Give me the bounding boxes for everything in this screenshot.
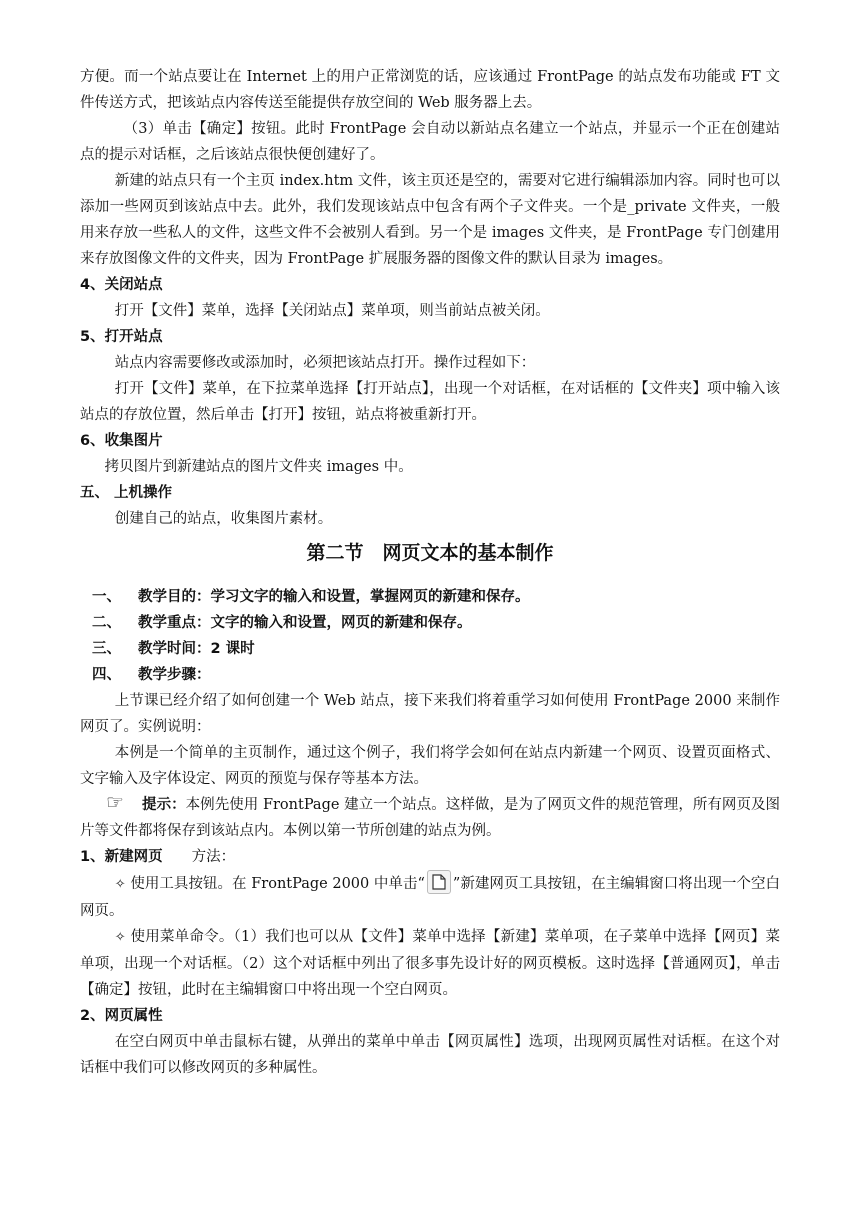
- paragraph-intro: 上节课已经介绍了如何创建一个 Web 站点，接下来我们将着重学习如何使用 FrontPage 2000 来制作网页了。实例说明：: [80, 693, 780, 735]
- paragraph-open-site-1: 站点内容需要修改或添加时，必须把该站点打开。操作过程如下：: [114, 355, 536, 371]
- paragraph-example: 本例是一个简单的主页制作，通过这个例子，我们将学会如何在站点内新建一个网页、设置页面格式、文字输入及字体设定、网页的预览与保存等基本方法。: [80, 745, 780, 787]
- chapter-title: 第二节 网页文本的基本制作: [306, 542, 554, 564]
- objective-item: [80, 636, 780, 662]
- method-label: 方法：: [191, 849, 236, 865]
- heading-close-site: 4、关闭站点: [80, 277, 163, 293]
- paragraph-page-properties: 在空白网页中单击鼠标右键，从弹出的菜单中单击【网页属性】选项，出现网页属性对话框。在这个对话框中我们可以修改网页的多种属性。: [80, 1034, 780, 1076]
- new-page-icon[interactable]: [427, 870, 451, 894]
- paragraph-open-site-2: 打开【文件】菜单，在下拉菜单选择【打开站点】，出现一个对话框，在对话框的【文件夹】项中输入该站点的存放位置，然后单击【打开】按钮，站点将被重新打开。: [80, 381, 780, 423]
- heading-page-properties: 2、网页属性: [80, 1008, 163, 1024]
- objective-text: 教学步骤：: [138, 667, 211, 683]
- objective-text: 教学时间：2 课时: [138, 641, 255, 657]
- bullet-toolbar-text-b: ”新建网页工具按钮，在主编辑窗口将出现一个空白网页。: [80, 876, 780, 919]
- heading-open-site: 5、打开站点: [80, 329, 163, 345]
- heading-practice: 五、 上机操作: [80, 485, 173, 501]
- objective-number: 一、: [92, 589, 121, 605]
- paragraph-site-contents: 新建的站点只有一个主页 index.htm 文件，该主页还是空的，需要对它进行编辑添加内容。同时也可以添加一些网页到该站点中去。此外，我们发现该站点中包含有两个子文件夹。一个是_private 文件夹，一般用来存放一些私人的文件，这些文件不会被别人看到。另一个是 images 文件夹，是 FrontPage 专门创建用来存放图像文件的文件夹，因为 FrontPage 扩展服务器的图像文件的默认目录为 images。: [80, 173, 780, 267]
- objective-item: [80, 584, 780, 610]
- paragraph-publish: 方便。而一个站点要让在 Internet 上的用户正常浏览的话，应该通过 FrontPage 的站点发布功能或 FT 文件传送方式，把该站点内容传送至能提供存放空间的 Web 服务器上去。: [80, 69, 780, 111]
- objective-item: [80, 662, 780, 688]
- document-page: [80, 64, 780, 1081]
- heading-new-page-line: [80, 844, 780, 870]
- objective-number: 四、: [92, 667, 121, 683]
- tip-label: 提示：: [142, 797, 186, 813]
- objective-text: 教学目的：学习文字的输入和设置，掌握网页的新建和保存。: [138, 589, 530, 605]
- tip-text: 本例先使用 FrontPage 建立一个站点。这样做，是为了网页文件的规范管理，所有网页及图片等文件都将保存到该站点内。本例以第一节所创建的站点为例。: [80, 797, 781, 839]
- paragraph-step3: （3）单击【确定】按钮。此时 FrontPage 会自动以新站点名建立一个站点，并显示一个正在创建站点的提示对话框，之后该站点很快便创建好了。: [80, 121, 780, 163]
- bullet-toolbar: [80, 870, 780, 924]
- objective-text: 教学重点：文字的输入和设置，网页的新建和保存。: [138, 615, 472, 631]
- diamond-bullet-icon: ✧: [114, 930, 126, 945]
- paragraph-tip: [80, 792, 780, 844]
- paragraph-close-site: 打开【文件】菜单，选择【关闭站点】菜单项，则当前站点被关闭。: [114, 303, 550, 319]
- objective-number: 三、: [92, 641, 121, 657]
- bullet-menu: [80, 924, 780, 1003]
- paragraph-practice: 创建自己的站点，收集图片素材。: [114, 511, 333, 527]
- bullet-menu-text: 使用菜单命令。（1）我们也可以从【文件】菜单中选择【新建】菜单项，在子菜单中选择【网页】菜单项，出现一个对话框。（2）这个对话框中列出了很多事先设计好的网页模板。这时选择【普通网页】，单击【确定】按钮，此时在主编辑窗口中将出现一个空白网页。: [80, 929, 780, 998]
- objective-number: 二、: [92, 615, 121, 631]
- bullet-toolbar-text-a: 使用工具按钮。在 FrontPage 2000 中单击“: [130, 876, 425, 892]
- paragraph-collect-images: 拷贝图片到新建站点的图片文件夹 images 中。: [104, 459, 413, 475]
- objective-item: [80, 610, 780, 636]
- pointing-hand-icon: ☞: [106, 790, 124, 814]
- heading-collect-images: 6、收集图片: [80, 433, 163, 449]
- heading-new-page: 1、新建网页: [80, 849, 163, 865]
- diamond-bullet-icon: ✧: [114, 877, 126, 892]
